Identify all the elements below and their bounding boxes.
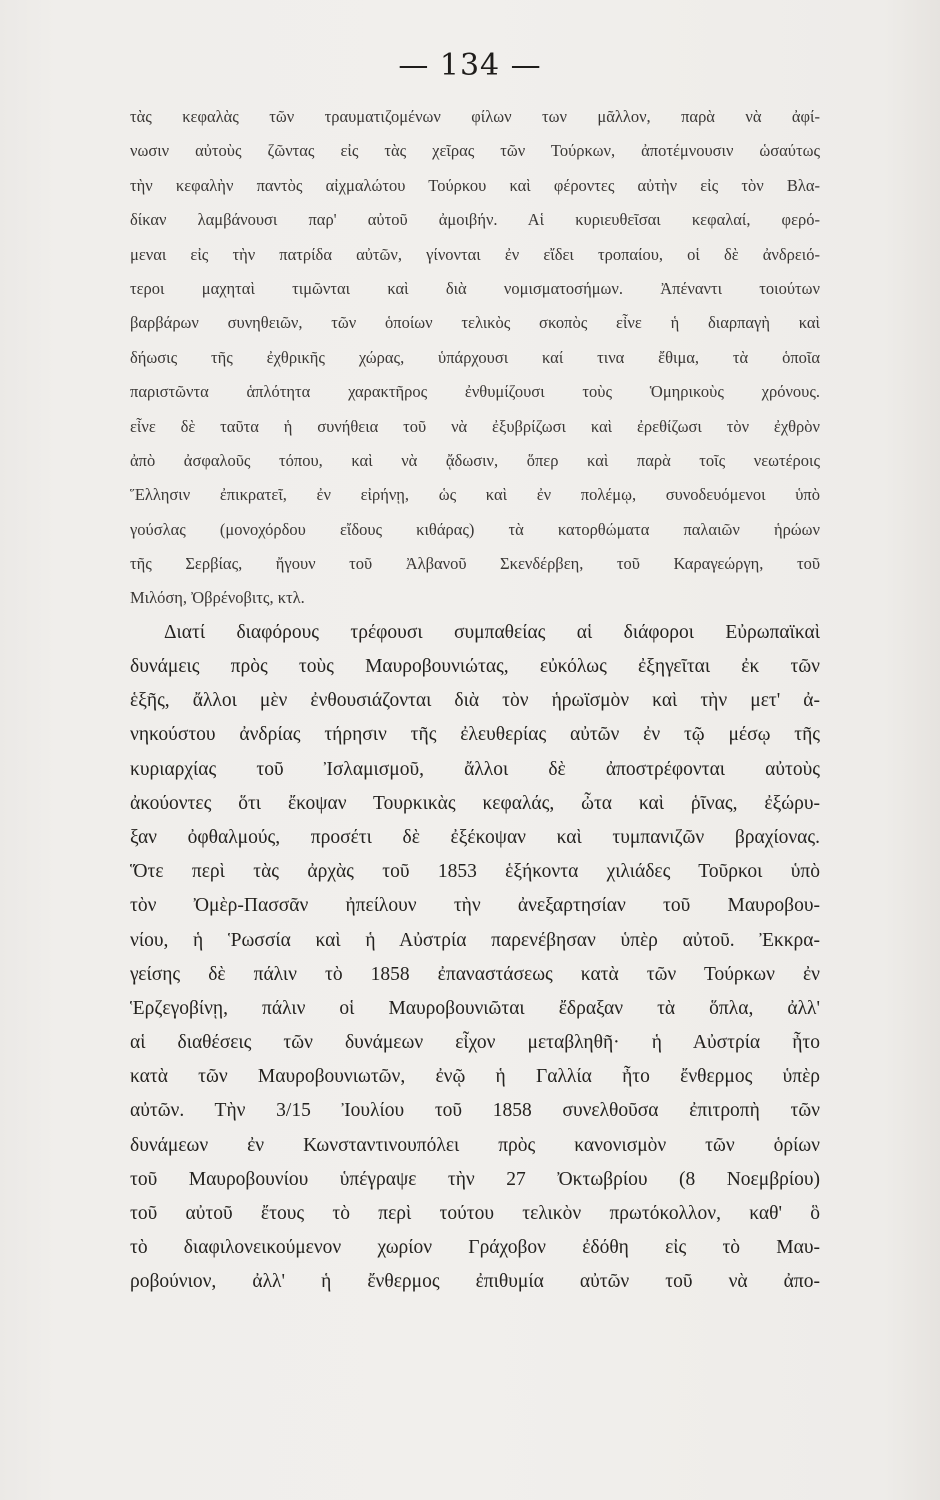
text-line: ἀκούοντες ὅτι ἔκοψαν Τουρκικὰς κεφαλάς, ὦτα καὶ ῥῖνας, ἐξώρυ-	[130, 792, 820, 814]
text-line: Ἕλλησιν ἐπικρατεῖ, ἐν εἰρήνῃ, ὡς καὶ ἐν πολέμῳ, συνοδευόμενοι ὑπὸ	[130, 485, 820, 505]
page-number: — 134 —	[398, 48, 542, 83]
text-block	[130, 100, 820, 1300]
text-line: νίου, ἡ Ῥωσσία καὶ ἡ Αὐστρία παρενέβησαν ὑπὲρ αὐτοῦ. Ἐκκρα-	[130, 929, 820, 951]
text-line: γούσλας (μονοχόρδου εἴδους κιθάρας) τὰ κατορθώματα παλαιῶν ἡρώων	[130, 519, 820, 539]
text-line: τοῦ Μαυροβουνίου ὑπέγραψε τὴν 27 Ὀκτωβρίου (8 Νοεμβρίου)	[130, 1168, 820, 1190]
text-line: τεροι μαχηταὶ τιμῶνται καὶ διὰ νομισματοσήμων. Ἀπέναντι τοιούτων	[130, 278, 820, 298]
text-line: τὸ διαφιλονεικούμενον χωρίον Γράχοβον ἐδόθη εἰς τὸ Μαυ-	[130, 1237, 820, 1259]
text-line: νωσιν αὐτοὺς ζῶντας εἰς τὰς χεῖρας τῶν Τούρκων, ἀποτέμνουσιν ὡσαύτως	[130, 141, 820, 161]
text-line: αὐτῶν. Τὴν 3/15 Ἰουλίου τοῦ 1858 συνελθοῦσα ἐπιτροπὴ τῶν	[130, 1100, 820, 1122]
text-line: αἱ διαθέσεις τῶν δυνάμεων εἶχον μεταβληθῆ· ἡ Αὐστρία ἦτο	[130, 1032, 820, 1054]
text-line: τὴν κεφαλὴν παντὸς αἰχμαλώτου Τούρκου καὶ φέροντες αὐτὴν εἰς τὸν Βλα-	[130, 175, 820, 195]
paragraph-1	[130, 100, 820, 616]
text-line: ἑξῆς, ἄλλοι μὲν ἐνθουσιάζονται διὰ τὸν ἡρωϊσμὸν καὶ τὴν μετ' ἀ-	[130, 690, 820, 712]
text-line: Ἑρζεγοβίνῃ, πάλιν οἱ Μαυροβουνιῶται ἔδραξαν τὰ ὅπλα, ἀλλ'	[130, 997, 820, 1019]
text-line: Ὅτε περὶ τὰς ἀρχὰς τοῦ 1853 ἑξήκοντα χιλιάδες Τοῦρκοι ὑπὸ	[130, 861, 820, 883]
text-line: ξαν ὀφθαλμούς, προσέτι δὲ ἐξέκοψαν καὶ τυμπανιζῶν βραχίονας.	[130, 826, 820, 848]
text-line: νηκούστου ἀνδρίας τήρησιν τῆς ἐλευθερίας αὐτῶν ἐν τῷ μέσῳ τῆς	[130, 724, 820, 746]
text-line: γείσης δὲ πάλιν τὸ 1858 ἐπαναστάσεως κατὰ τῶν Τούρκων ἐν	[130, 963, 820, 985]
text-line: Μιλόση, Ὀβρένοβιτς, κτλ.	[130, 588, 305, 608]
text-line: δίκαν λαμβάνουσι παρ' αὐτοῦ ἀμοιβήν. Αἱ κυριευθεῖσαι κεφαλαί, φερό-	[130, 210, 820, 230]
text-line: παριστῶντα ἁπλότητα χαρακτῆρος ἐνθυμίζουσι τοὺς Ὁμηρικοὺς χρόνους.	[130, 382, 820, 402]
text-line: βαρβάρων συνηθειῶν, τῶν ὁποίων τελικὸς σκοπὸς εἶνε ἡ διαρπαγὴ καὶ	[130, 313, 820, 333]
paragraph-2	[130, 616, 820, 1300]
text-line: δυνάμεις πρὸς τοὺς Μαυροβουνιώτας, εὐκόλως ἐξηγεῖται ἐκ τῶν	[130, 656, 820, 678]
text-line: ροβούνιον, ἀλλ' ἡ ἔνθερμος ἐπιθυμία αὐτῶν τοῦ νὰ ἀπο-	[130, 1271, 820, 1293]
text-line: τῆς Σερβίας, ἤγουν τοῦ Ἀλβανοῦ Σκενδέρβεη, τοῦ Καραγεώργη, τοῦ	[130, 554, 820, 574]
text-line: ἀπὸ ἀσφαλοῦς τόπου, καὶ νὰ ᾄδωσιν, ὅπερ καὶ παρὰ τοῖς νεωτέροις	[130, 450, 820, 470]
text-line: δυνάμεων ἐν Κωνσταντινουπόλει πρὸς κανονισμὸν τῶν ὁρίων	[130, 1134, 820, 1156]
text-line: δήωσις τῆς ἐχθρικῆς χώρας, ὑπάρχουσι καί τινα ἔθιμα, τὰ ὁποῖα	[130, 347, 820, 367]
text-line: τὸν Ὀμὲρ-Πασσᾶν ἠπείλουν τὴν ἀνεξαρτησίαν τοῦ Μαυροβου-	[130, 895, 820, 917]
text-line: τοῦ αὐτοῦ ἔτους τὸ περὶ τούτου τελικὸν πρωτόκολλον, καθ' ὃ	[130, 1203, 820, 1225]
text-line: Διατί διαφόρους τρέφουσι συμπαθείας αἱ διάφοροι Εὐρωπαϊκαὶ	[164, 621, 820, 643]
text-line: εἶνε δὲ ταῦτα ἡ συνήθεια τοῦ νὰ ἐξυβρίζωσι καὶ ἐρεθίζωσι τὸν ἐχθρὸν	[130, 416, 820, 436]
text-line: τὰς κεφαλὰς τῶν τραυματιζομένων φίλων των μᾶλλον, παρὰ νὰ ἀφί-	[130, 107, 820, 126]
text-line: κυριαρχίας τοῦ Ἰσλαμισμοῦ, ἄλλοι δὲ ἀποστρέφονται αὐτοὺς	[130, 758, 820, 780]
text-line: κατὰ τῶν Μαυροβουνιωτῶν, ἐνῷ ἡ Γαλλία ἦτο ἔνθερμος ὑπὲρ	[130, 1066, 820, 1088]
text-line: μεναι εἰς τὴν πατρίδα αὐτῶν, γίνονται ἐν εἴδει τροπαίου, οἱ δὲ ἀνδρειό-	[130, 244, 820, 264]
